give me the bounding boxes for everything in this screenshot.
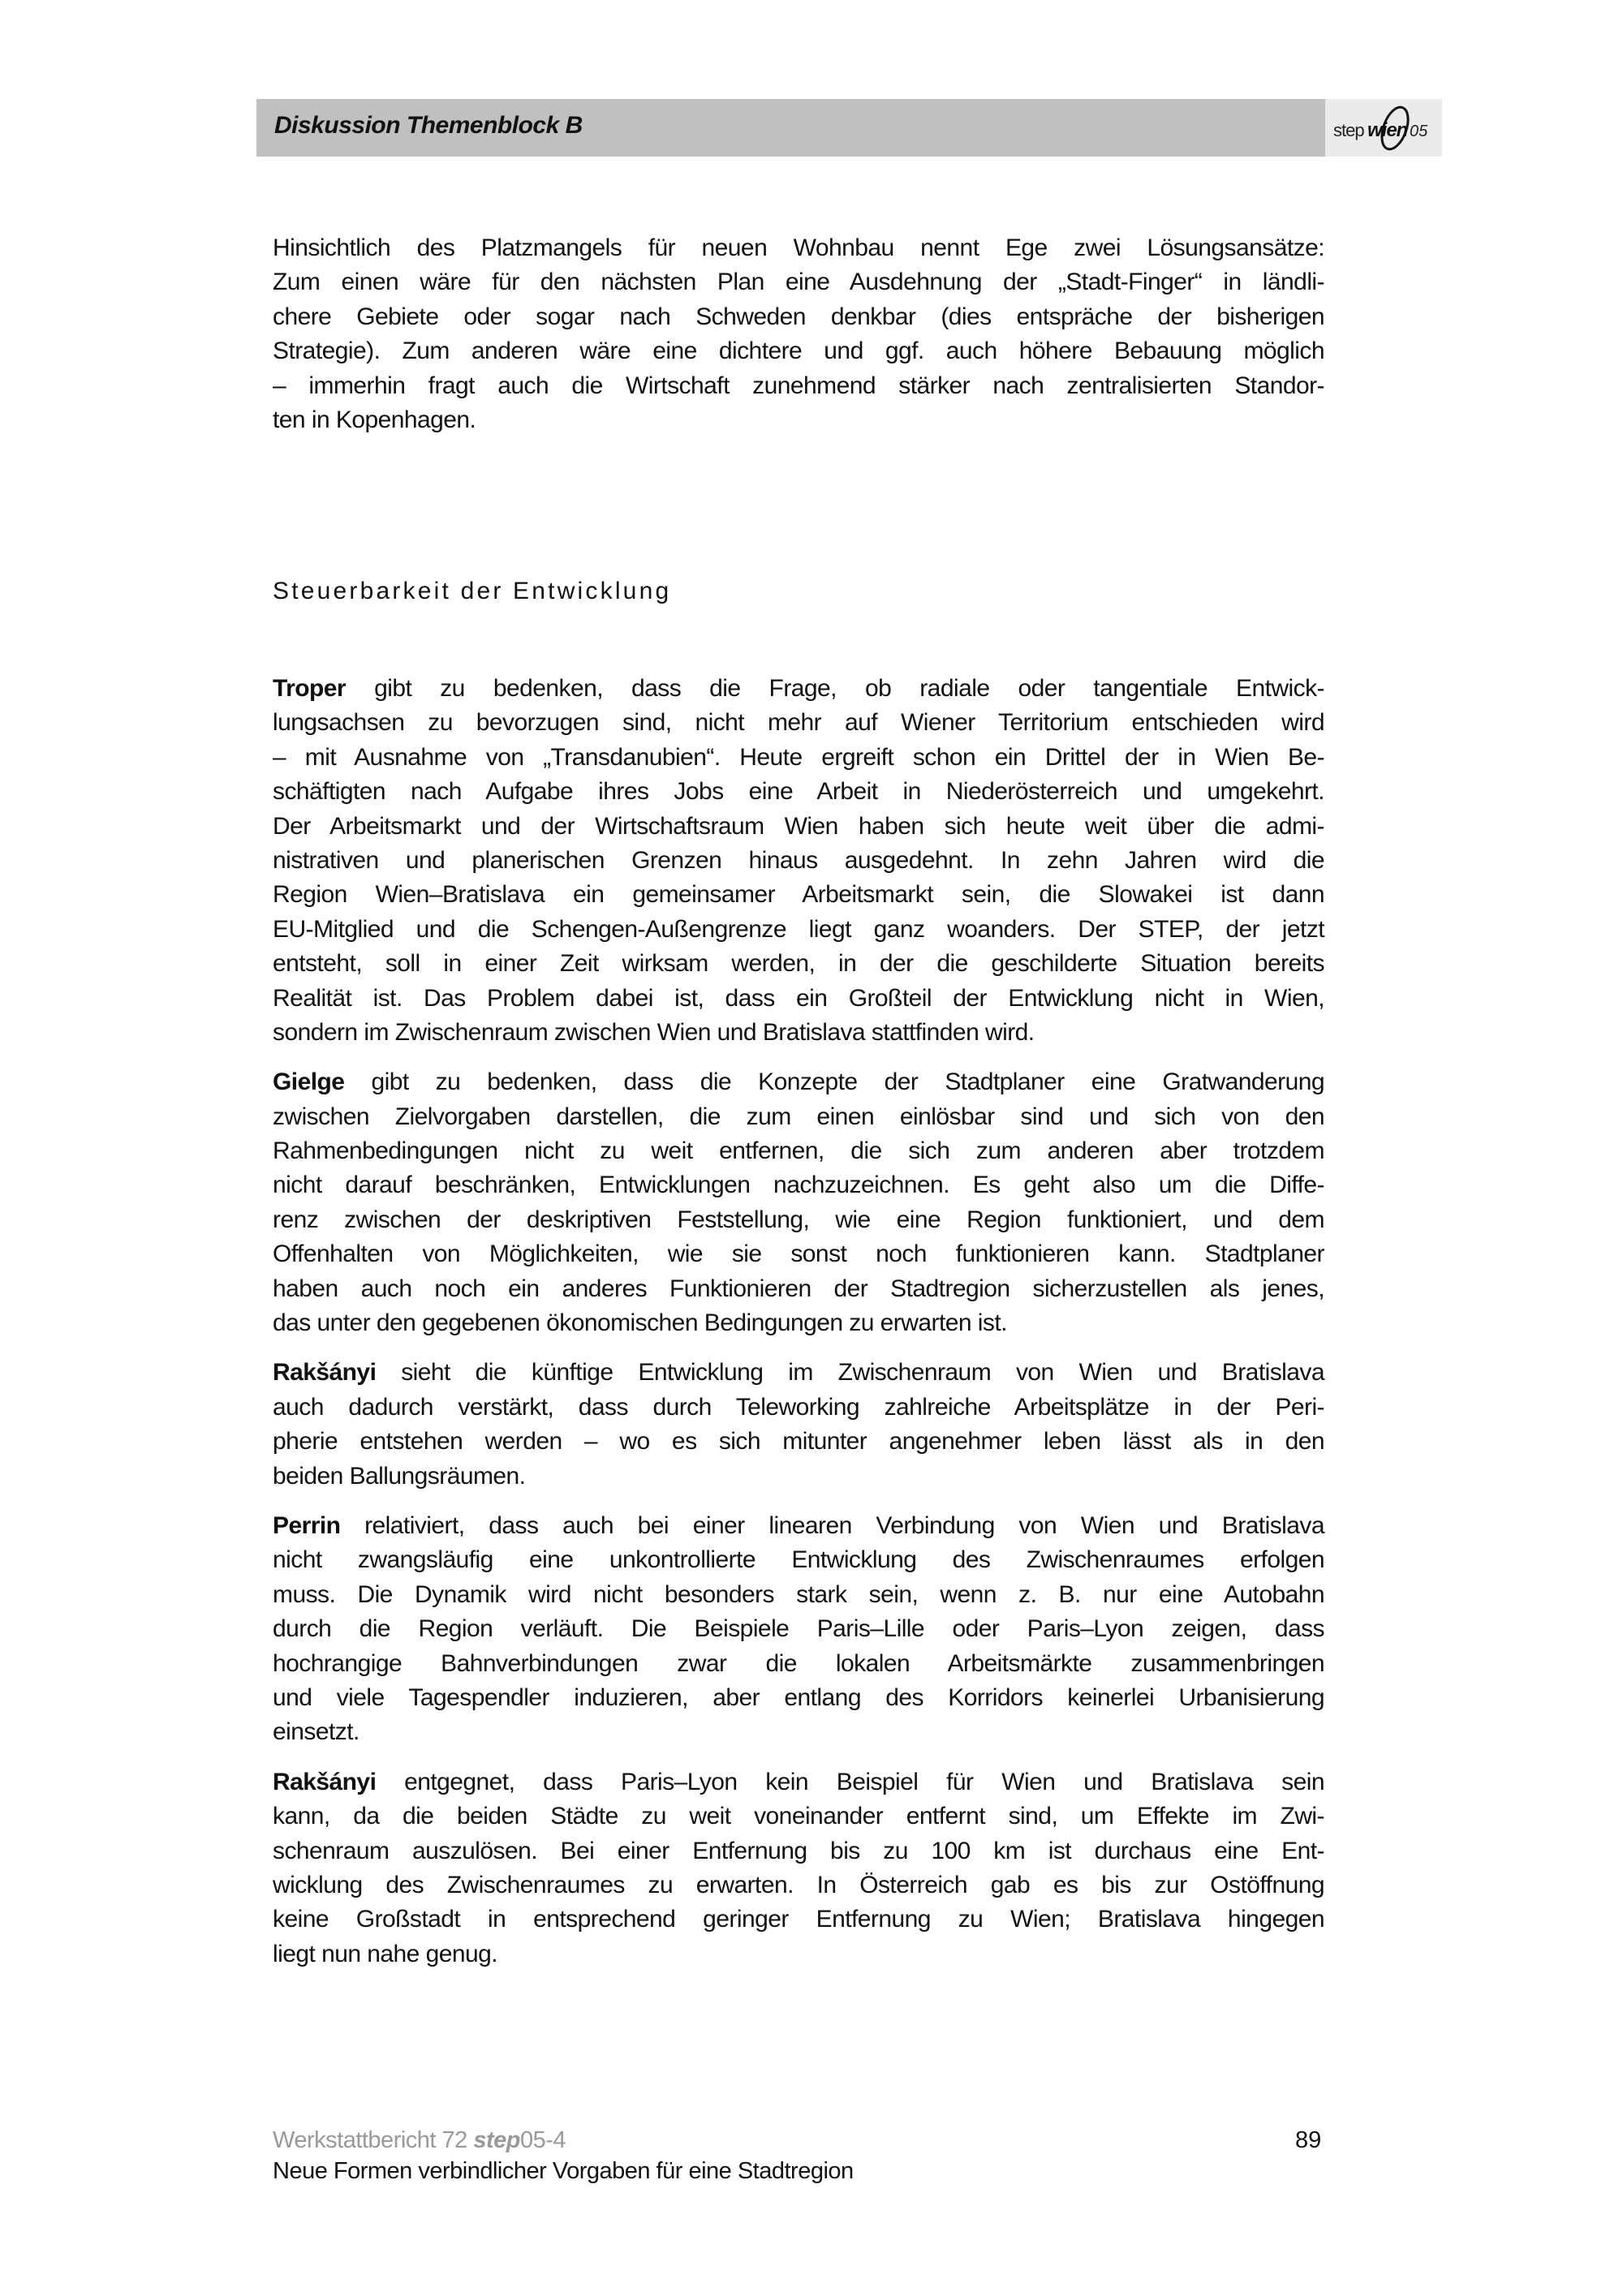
footer-series — [273, 2127, 566, 2154]
text-line-rest: gibt zu bedenken, dass die Konzepte der Stadtplaner eine Gratwanderung — [344, 1068, 1324, 1096]
text-line-rest: gibt zu bedenken, dass die Frage, ob radiale oder tangentiale Entwick- — [346, 675, 1324, 702]
text-line-rest: relativiert, dass auch bei einer linearen Verbindung von Wien und Bratislava — [340, 1511, 1324, 1539]
text-line: chere Gebiete oder sogar nach Schweden denkbar (dies entspräche der bisherigen — [273, 303, 1324, 330]
text-line: – mit Ausnahme von „Transdanubien“. Heute ergreift schon ein Drittel der in Wien Be- — [273, 743, 1324, 771]
svg-text:wien: wien — [1367, 119, 1408, 141]
text-line: EU-Mitglied und die Schengen-Außengrenze liegt ganz woanders. Der STEP, der jetzt — [273, 915, 1324, 943]
text-line: lungsachsen zu bevorzugen sind, nicht mehr auf Wiener Territorium entschieden wird — [273, 709, 1324, 737]
text-line: kann, da die beiden Städte zu weit voneinander entfernt sind, um Effekte im Zwi- — [273, 1803, 1324, 1830]
speaker-name: Rakšányi — [273, 1359, 377, 1387]
text-line: muss. Die Dynamik wird nicht besonders stark sein, wenn z. B. nur eine Autobahn — [273, 1580, 1324, 1608]
text-line: Region Wien–Bratislava ein gemeinsamer Arbeitsmarkt sein, die Slowakei ist dann — [273, 881, 1324, 909]
page-header — [256, 99, 1442, 157]
text-line: nicht darauf beschränken, Entwicklungen nachzuzeichnen. Es geht also um die Diffe- — [273, 1172, 1324, 1199]
text-line-rest: sieht die künftige Entwicklung im Zwischenraum von Wien und Bratislava — [376, 1359, 1324, 1387]
text-line: beiden Ballungsräumen. — [273, 1462, 526, 1490]
text-line: Rahmenbedingungen nicht zu weit entfernen, die sich zum anderen aber trotzdem — [273, 1137, 1324, 1165]
text-line: Zum einen wäre für den nächsten Plan eine Ausdehnung der „Stadt-Finger“ in ländli- — [273, 269, 1324, 296]
footer-subtitle: Neue Formen verbindlicher Vorgaben für eine Stadtregion — [273, 2158, 854, 2184]
discussion-body — [273, 672, 1324, 1987]
speaker-paragraph — [273, 1765, 1324, 1971]
text-line: ten in Kopenhagen. — [273, 406, 476, 433]
text-line: keine Großstadt in entsprechend geringer Entfernung zu Wien; Bratislava hingegen — [273, 1906, 1324, 1933]
text-line: schäftigten nach Aufgabe ihres Jobs eine Arbeit in Niederösterreich und umgekehrt. — [273, 778, 1324, 806]
svg-text:step: step — [1333, 120, 1364, 140]
text-line: durch die Region verläuft. Die Beispiele Paris–Lille oder Paris–Lyon zeigen, dass — [273, 1615, 1324, 1643]
text-line-rest: entgegnet, dass Paris–Lyon kein Beispiel für Wien und Bratislava sein — [376, 1768, 1324, 1795]
intro-paragraph — [273, 231, 1324, 437]
text-line: Strategie). Zum anderen wäre eine dichtere und ggf. auch höhere Bebauung möglich — [273, 338, 1324, 365]
speaker-paragraph — [273, 672, 1324, 1050]
text-line: Hinsichtlich des Platzmangels für neuen Wohnbau nennt Ege zwei Lösungsansätze: — [273, 234, 1324, 261]
page-number: 89 — [1295, 2127, 1322, 2153]
section-heading: Steuerbarkeit der Entwicklung — [273, 578, 672, 604]
text-line: – immerhin fragt auch die Wirtschaft zunehmend stärker nach zentralisierten Standor- — [273, 372, 1324, 399]
text-line: haben auch noch ein anderes Funktionieren der Stadtregion sicherzustellen als jenes, — [273, 1275, 1324, 1302]
text-line: Der Arbeitsmarkt und der Wirtschaftsraum Wien haben sich heute weit über die admi- — [273, 812, 1324, 840]
text-line: entsteht, soll in einer Zeit wirksam werden, in der die geschilderte Situation bereits — [273, 950, 1324, 978]
text-line: Offenhalten von Möglichkeiten, wie sie sonst noch funktionieren kann. Stadtplaner — [273, 1240, 1324, 1268]
speaker-name: Gielge — [273, 1068, 345, 1096]
text-line: und viele Tagespendler induzieren, aber entlang des Korridors keinerlei Urbanisierung — [273, 1683, 1324, 1711]
speaker-paragraph — [273, 1356, 1324, 1494]
text-line: sondern im Zwischenraum zwischen Wien und Bratislava stattfinden wird. — [273, 1018, 1035, 1046]
text-line — [273, 1509, 1324, 1543]
text-line: schenraum auszulösen. Bei einer Entfernung bis zu 100 km ist durchaus eine Ent- — [273, 1837, 1324, 1864]
text-line: Realität ist. Das Problem dabei ist, dass ein Großteil der Entwicklung nicht in Wien, — [273, 984, 1324, 1012]
text-line — [273, 1765, 1324, 1799]
text-line: das unter den gegebenen ökonomischen Bedingungen zu erwarten ist. — [273, 1309, 1007, 1337]
text-line: hochrangige Bahnverbindungen zwar die lokalen Arbeitsmärkte zusammenbringen — [273, 1649, 1324, 1677]
text-line: auch dadurch verstärkt, dass durch Teleworking zahlreiche Arbeitsplätze in der Peri- — [273, 1393, 1324, 1421]
text-line — [273, 1065, 1324, 1099]
text-line: nicht zwangsläufig eine unkontrollierte Entwicklung des Zwischenraumes erfolgen — [273, 1546, 1324, 1574]
footer-series-suffix: 05-4 — [520, 2127, 566, 2153]
footer-series-step: step — [473, 2127, 520, 2153]
speaker-name: Perrin — [273, 1511, 341, 1539]
text-line: zwischen Zielvorgaben darstellen, die zum einen einlösbar sind und sich von den — [273, 1103, 1324, 1130]
footer-series-prefix: Werkstattbericht 72 — [273, 2127, 474, 2153]
speaker-paragraph — [273, 1509, 1324, 1750]
text-line: pherie entstehen werden – wo es sich mitunter angenehmer leben lässt als in den — [273, 1428, 1324, 1455]
text-line: einsetzt. — [273, 1718, 359, 1746]
stepwien-logo — [1325, 99, 1442, 157]
text-line — [273, 1356, 1324, 1390]
header-title: Diskussion Themenblock B — [274, 112, 583, 139]
text-line: nistrativen und planerischen Grenzen hinaus ausgedehnt. In zehn Jahren wird die — [273, 846, 1324, 874]
text-line: wicklung des Zwischenraumes zu erwarten. In Österreich gab es bis zur Ostöffnung — [273, 1871, 1324, 1898]
speaker-name: Troper — [273, 675, 347, 702]
speaker-paragraph — [273, 1065, 1324, 1340]
speaker-name: Rakšányi — [273, 1768, 377, 1795]
text-line: liegt nun nahe genug. — [273, 1940, 498, 1967]
text-line: renz zwischen der deskriptiven Feststellung, wie eine Region funktioniert, und dem — [273, 1206, 1324, 1233]
text-line — [273, 672, 1324, 706]
svg-text:05: 05 — [1410, 123, 1428, 140]
